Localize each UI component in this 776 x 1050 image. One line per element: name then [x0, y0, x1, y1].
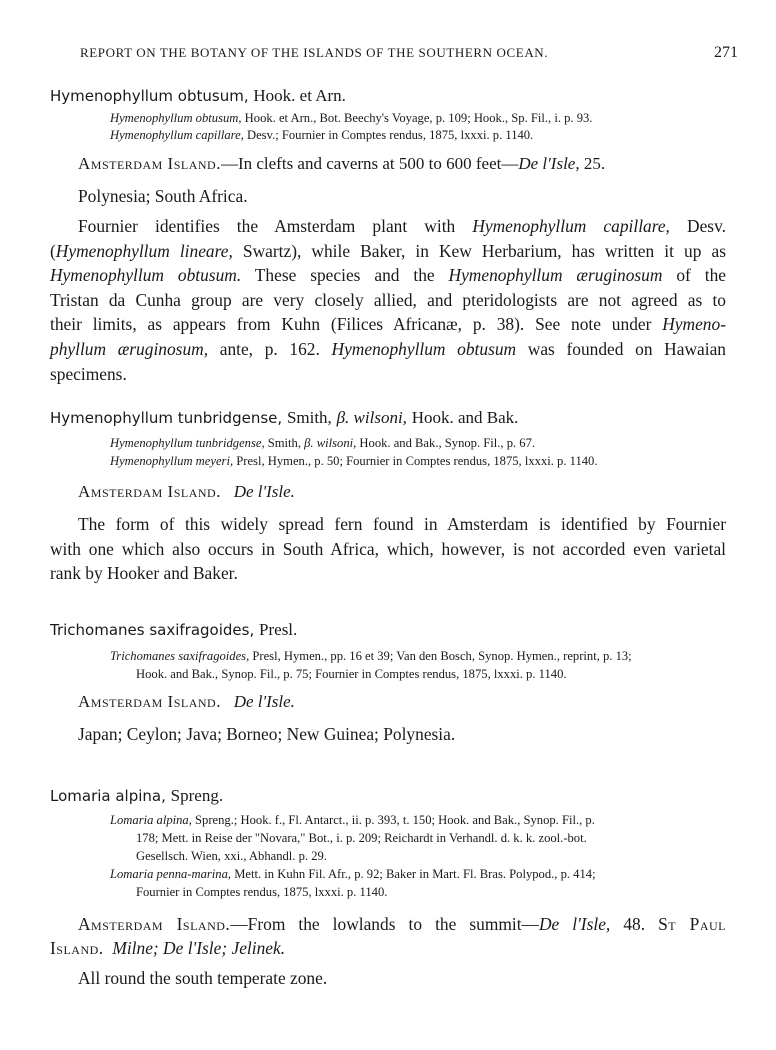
distribution-line: Japan; Ceylon; Java; Borneo; New Guinea; Polynesia. — [78, 724, 456, 744]
taxon-italic: Hymenophyllum capillare, — [472, 216, 670, 236]
synonym-reference — [110, 435, 535, 452]
species-author: Spreng. — [170, 786, 224, 805]
taxon-italic: phyllum æruginosum, — [50, 338, 209, 359]
collector-name: De l'Isle. — [233, 692, 295, 711]
locality-label: Amsterdam Island. — [78, 482, 221, 501]
text-run: Tristan da Cunha group are very closely allied, and pteridologists are not agreed as to — [50, 289, 726, 310]
synonym-reference — [110, 812, 595, 829]
taxon-italic: Hymeno- — [662, 314, 726, 335]
synonym-name: Hymenophyllum tunbridgense, — [110, 436, 265, 450]
text-run: with one which also occurs in South Africa, which, however, is not accorded even varietal — [50, 538, 726, 559]
synonym-citation: Hook. and Bak., Synop. Fil., p. 67. — [359, 436, 536, 450]
collector-name: De l'Isle. — [233, 482, 295, 501]
variety-name: β. wilsoni, — [336, 408, 407, 427]
locality-paragraph — [50, 912, 726, 960]
species-name: Trichomanes saxifragoides, — [50, 621, 255, 639]
species-heading-hymenophyllum-obtusum — [50, 86, 346, 106]
distribution-line: All round the south temperate zone. — [78, 968, 328, 988]
text-run: specimens. — [50, 363, 127, 384]
synonym-citation-continued: Hook. and Bak., Synop. Fil., p. 75; Fournier in Comptes rendus, 1875, lxxxi. p. 1140. — [136, 667, 567, 681]
synonym-reference — [110, 453, 598, 470]
discussion-paragraph — [50, 214, 726, 386]
locality-line — [78, 482, 295, 502]
synonym-citation: Desv.; Fournier in Comptes rendus, 1875, lxxxi. p. 1140. — [247, 128, 534, 142]
synonym-citation-continued: Gesellsch. Wien, xxi., Abhandl. p. 29. — [136, 849, 327, 863]
synonym-citation: Smith, — [267, 436, 301, 450]
synonym-citation: Presl, Hymen., pp. 16 et 39; Van den Bosch, Synop. Hymen., reprint, p. 13; — [252, 649, 632, 663]
collection-number: 25. — [583, 154, 606, 173]
text-run: Swartz), while Baker, in Kew Herbarium, has written it up as — [242, 240, 726, 261]
running-header — [80, 44, 738, 62]
running-title: REPORT ON THE BOTANY OF THE ISLANDS OF THE SOUTHERN OCEAN. — [80, 45, 549, 60]
text-run: their limits, as appears from Kuhn (Filices Africanæ, p. 38). See note under — [50, 314, 652, 335]
collector-names: Milne; De l'Isle; Jelinek. — [112, 938, 286, 958]
taxon-italic: Hymenophyllum obtusum — [331, 338, 517, 359]
synonym-citation: Spreng.; Hook. f., Fl. Antarct., ii. p. 393, t. 150; Hook. and Bak., Synop. Fil., p. — [195, 813, 595, 827]
variety-italic: β. wilsoni, — [304, 436, 357, 450]
text-run: was founded on Hawaian — [527, 338, 726, 359]
synonym-citation: Mett. in Kuhn Fil. Afr., p. 92; Baker in Mart. Fl. Bras. Polypod., p. 414; — [234, 867, 596, 881]
text-run: Fournier identifies the Amsterdam plant with — [78, 216, 456, 236]
taxon-italic: Hymenophyllum æruginosum — [448, 265, 663, 286]
locality-line — [78, 692, 295, 712]
synonym-reference — [110, 648, 632, 665]
text-run: ante, p. 162. — [219, 338, 320, 359]
locality-label: Amsterdam Island. — [78, 154, 221, 173]
locality-text: —From the lowlands to the summit— — [230, 914, 539, 934]
species-name: Lomaria alpina, — [50, 787, 166, 805]
text-run: of the — [676, 265, 726, 286]
synonym-name: Trichomanes saxifragoides, — [110, 649, 250, 663]
synonym-citation-continued: 178; Mett. in Reise der "Novara," Bot., i. p. 209; Reichardt in Verhandl. d. k. k. zool.-bot. — [136, 831, 587, 845]
species-name: Hymenophyllum tunbridgense, — [50, 409, 283, 427]
synonym-citation: Presl, Hymen., p. 50; Fournier in Comptes rendus, 1875, lxxxi. p. 1140. — [236, 454, 598, 468]
taxon-italic: Hymenophyllum obtusum. — [50, 265, 242, 286]
synonym-name: Lomaria penna-marina, — [110, 867, 232, 881]
species-author: Presl. — [259, 620, 298, 639]
text-run: rank by Hooker and Baker. — [50, 563, 238, 584]
species-name: Hymenophyllum obtusum, — [50, 87, 249, 105]
species-heading-lomaria-alpina — [50, 786, 223, 806]
text-run: These species and the — [254, 265, 435, 286]
text-run: The form of this widely spread fern found in Amsterdam is identified by Fournier — [78, 514, 726, 534]
locality-label: Amsterdam Island. — [78, 692, 221, 711]
text-run: Desv. — [687, 216, 726, 236]
species-author: Smith, — [286, 408, 332, 427]
synonym-reference — [110, 127, 533, 144]
discussion-paragraph — [50, 512, 726, 586]
collector-name: De l'Isle, — [538, 914, 611, 934]
species-heading-hymenophyllum-tunbridgense — [50, 408, 518, 428]
synonym-reference — [110, 110, 592, 127]
species-author: Hook. et Arn. — [253, 86, 346, 105]
distribution-line: Polynesia; South Africa. — [78, 186, 248, 206]
variety-author: Hook. and Bak. — [411, 408, 519, 427]
synonym-reference — [110, 866, 596, 883]
species-heading-trichomanes-saxifragoides — [50, 620, 297, 640]
synonym-name: Hymenophyllum obtusum, — [110, 111, 242, 125]
synonym-citation: Hook. et Arn., Bot. Beechy's Voyage, p. 109; Hook., Sp. Fil., i. p. 93. — [244, 111, 593, 125]
locality-label-3: Island. — [50, 938, 104, 958]
locality-label: Amsterdam Island. — [78, 914, 231, 934]
synonym-name: Hymenophyllum capillare, — [110, 128, 244, 142]
locality-label-2: St Paul — [658, 914, 726, 934]
locality-text: —In clefts and caverns at 500 to 600 feet— — [220, 154, 519, 173]
page-number: 271 — [714, 44, 738, 61]
synonym-name: Hymenophyllum meyeri, — [110, 454, 234, 468]
synonym-name: Lomaria alpina, — [110, 813, 192, 827]
text-run: ( — [50, 240, 56, 261]
synonym-citation-continued: Fournier in Comptes rendus, 1875, lxxxi. p. 1140. — [136, 885, 388, 899]
taxon-italic: Hymenophyllum lineare, — [55, 240, 233, 261]
collection-number: 48. — [623, 914, 646, 934]
collector-name: De l'Isle, — [518, 154, 580, 173]
locality-line — [78, 154, 605, 174]
